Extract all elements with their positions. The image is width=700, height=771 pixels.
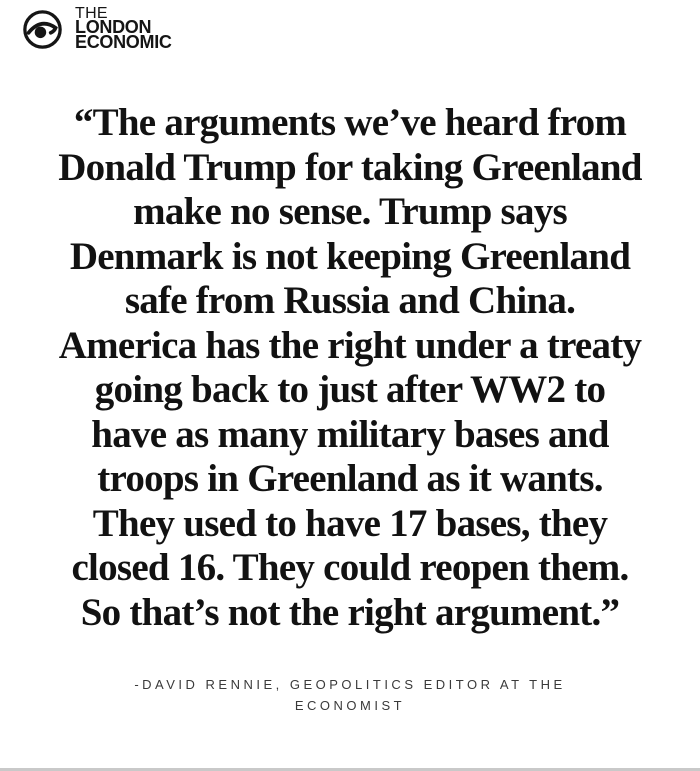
quote-line: So that’s not the right argument.” (80, 590, 620, 634)
quote-line: closed 16. They could reopen them. (71, 546, 629, 589)
attribution-line: ECONOMIST (294, 698, 406, 713)
brand-wordmark (75, 5, 172, 52)
quote-line: America has the right under a treaty (58, 323, 642, 367)
quote-line: troops in Greenland as it wants. (97, 457, 603, 500)
brand-word-economic: ECONOMIC (75, 31, 172, 52)
brand-word-the: THE (75, 5, 108, 22)
attribution-line: -DAVID RENNIE, GEOPOLITICS EDITOR AT THE (134, 677, 566, 692)
brand-word-london: LONDON (75, 17, 152, 37)
brand-logo (22, 7, 172, 50)
attribution (0, 674, 700, 716)
quote-line: make no sense. Trump says (133, 190, 567, 233)
quote-line: Denmark is not keeping Greenland (69, 234, 631, 278)
quote-line: safe from Russia and China. (124, 279, 576, 322)
quote-line: “The arguments we’ve heard from (73, 101, 627, 144)
quote-line: have as many military bases and (91, 412, 609, 456)
quote-line: Donald Trump for taking Greenland (58, 145, 642, 189)
quote-text (0, 101, 700, 635)
quote-line: They used to have 17 bases, they (92, 501, 608, 545)
quote-line: going back to just after WW2 to (94, 368, 606, 411)
eye-icon (22, 9, 63, 50)
